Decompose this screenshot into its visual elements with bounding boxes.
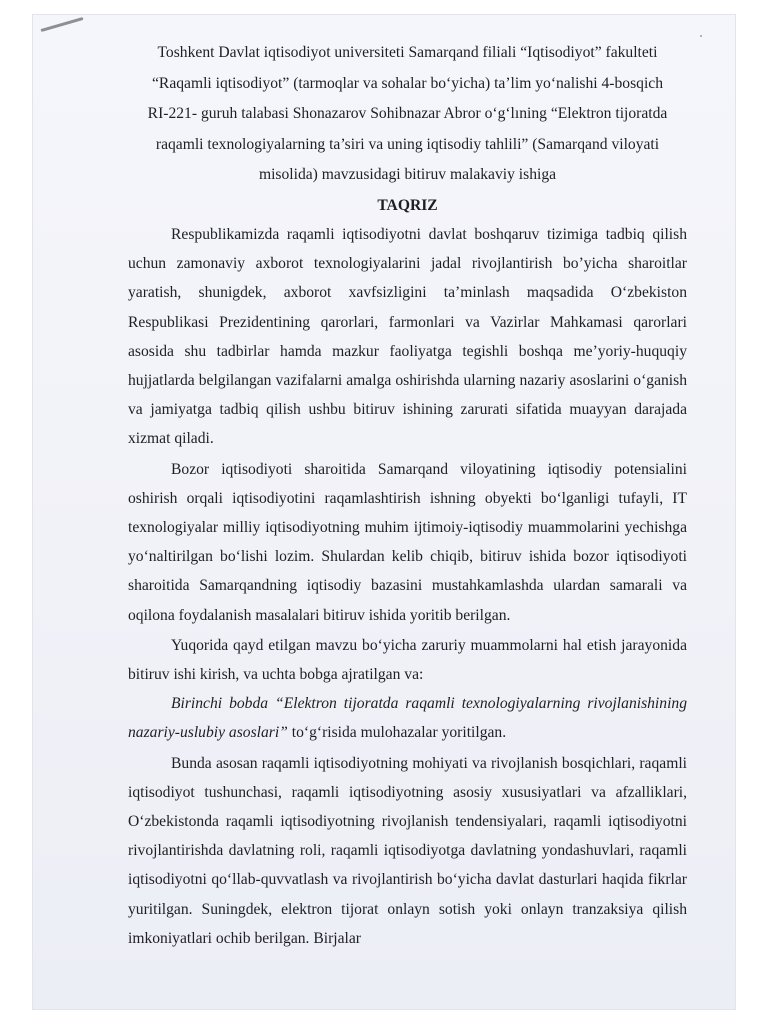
paragraph: Yuqorida qayd etilgan mavzu bo‘yicha zaruriy muammolarni hal etish jarayonida bitiruv ishi kirish, va uchta bobga ajratilgan va:: [128, 636, 687, 684]
paragraph-chapter-one: [128, 689, 687, 747]
chapter-one-title: Birinchi bobda “Elektron tijoratda raqamli texnologiyalarning rivojlanishining nazariy-uslubiy asoslari”: [128, 695, 687, 742]
document-body: [128, 38, 687, 953]
document-title: TAQRIZ: [377, 196, 438, 214]
paragraph: Respublikamizda raqamli iqtisodiyotni davlat boshqaruv tizimiga tadbiq qilish uchun zamonaviy axborot texnologiyalarini jadal rivojlantirish bo’yicha sharoitlar yaratish, shunigdek, axborot xavfsizligini ta’minlash maqsadida O‘zbekiston Respublikasi Prezidentining qarorlari, farmonlari va Vazirlar Mahkamasi qarorlari asosida shu tadbirlar hamda mazkur faoliyatga tegishli boshqa me’yoriy-huquqiy hujjatlarda belgilangan vazifalarni amalga oshirishda ularning nazariy asoslarini o‘ganish va jamiyatga tadbiq qilish ushbu bitiruv ishining zarurati sifatida muayyan darajada xizmat qiladi.: [128, 225, 687, 448]
header-line: Toshkent Davlat iqtisodiyot universiteti Samarqand filiali “Iqtisodiyot” fakulteti: [157, 44, 658, 61]
header-line: raqamli texnologiyalarning ta’siri va uning iqtisodiy tahlili” (Samarqand viloyati: [155, 135, 660, 153]
header-line: “Raqamli iqtisodiyot” (tarmoqlar va sohalar bo‘yicha) ta’lim yo‘nalishi 4-bosqich: [152, 74, 663, 92]
header-line: RI-221- guruh talabasi Shonazarov Sohibnazar Abror o‘g‘lıning “Elektron tijoratda: [147, 105, 668, 123]
document-header: [128, 38, 687, 191]
paragraph: Bozor iqtisodiyoti sharoitida Samarqand viloyatining iqtisodiy potensialini oshirish orqali iqtisodiyotini raqamlashtirish ishning obyekti bo‘lganligi tufayli, IT texnologiyalar milliy iqtisodiyotning muhim ijtimoiy-iqtisodiy muammolarini yechishga yo‘naltirilgan bo‘lishi lozim. Shulardan kelib chiqib, bitiruv ishida bozor iqtisodiyoti sharoitida Samarqandning iqtisodiy bazasini mustahkamlashda ulardan samarali va oqilona foydalanish masalalari bitiruv ishida yoritib berilgan.: [128, 460, 687, 624]
paragraph: Bunda asosan raqamli iqtisodiyotning mohiyati va rivojlanish bosqichlari, raqamli iqtisodiyot tushunchasi, raqamli iqtisodiyotning asosiy xususiyatlari va afzalliklari, O‘zbekistonda raqamli iqtisodiyotning rivojlanish tendensiyalari, raqamli iqtisodiyotni rivojlantirishda davlatning roli, raqamli iqtisodiyotga davlatning yondashuvlari, raqamli iqtisodiyotni qo‘llab-quvvatlash va rivojlantirish bo‘yicha davlat dasturlari haqida fikrlar yuritilgan. Suningdek, elektron tijorat onlayn sotish yoki onlayn tranzaksiya qilish imkoniyatlari ochib berilgan. Birjalar: [128, 754, 687, 947]
paragraph-text: to‘g‘risida mulohazalar yoritilgan.: [287, 724, 507, 742]
ink-dot: [700, 35, 702, 37]
header-line: misolida) mavzusidagi bitiruv malakaviy ishiga: [258, 166, 557, 184]
